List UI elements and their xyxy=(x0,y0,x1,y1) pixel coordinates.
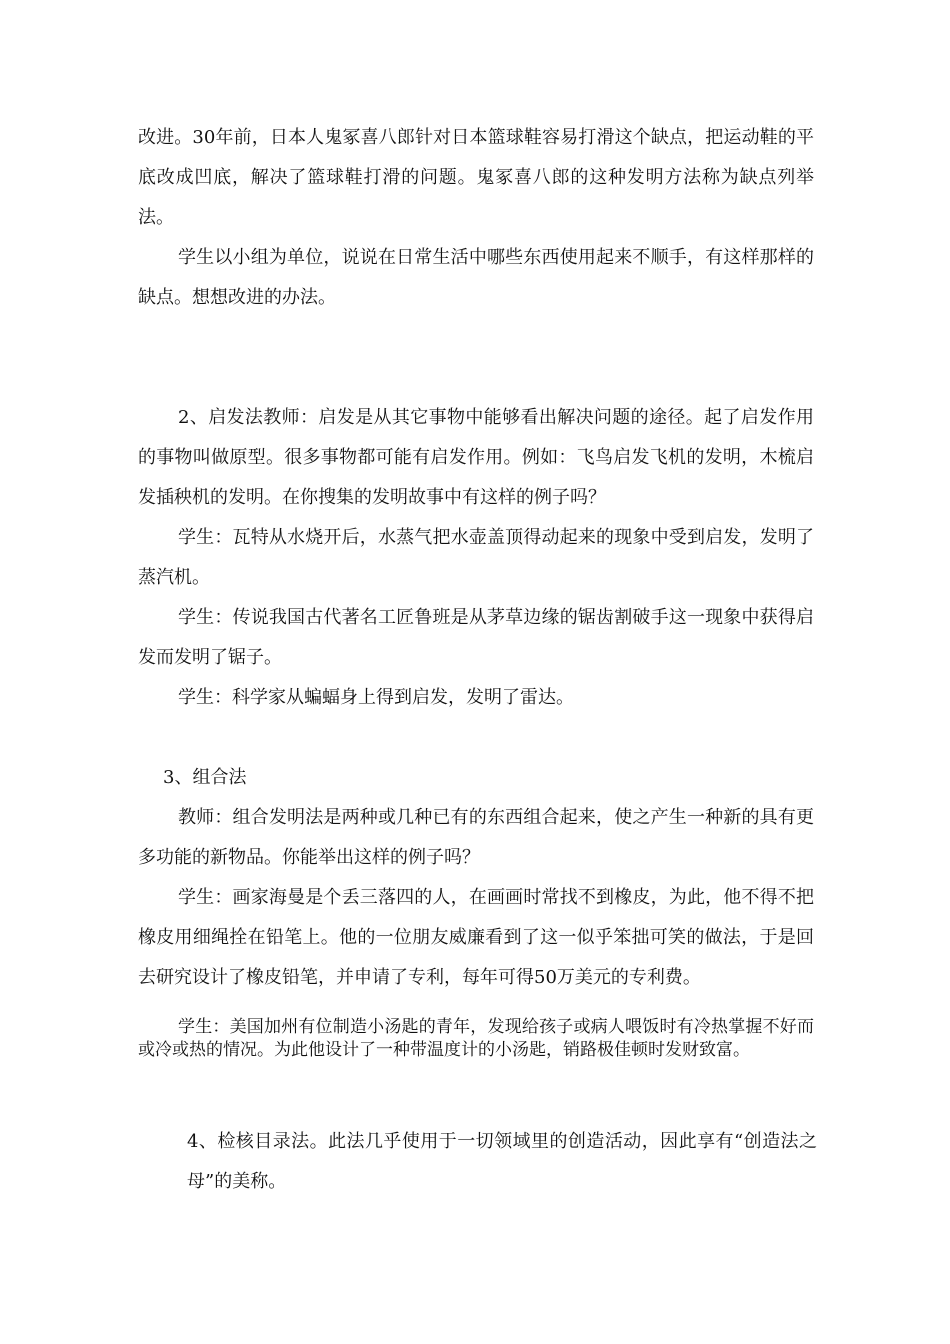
paragraph-student-activity: 学生以小组为单位，说说在日常生活中哪些东西使用起来不顺手，有这样那样的缺点。想想改进的办法。 xyxy=(138,247,814,308)
paragraph-pencil-example: 学生：画家海曼是个丢三落四的人，在画画时常找不到橡皮，为此，他不得不把橡皮用细绳拴在铅笔上。他的一位朋友威廉看到了这一似乎笨拙可笑的做法，于是回去研究设计了橡皮铅笔，并申请了专利，每年可得50万美元的专利费。 xyxy=(138,887,814,988)
paragraph-combination-method: 教师：组合发明法是两种或几种已有的东西组合起来，使之产生一种新的具有更多功能的新物品。你能举出这样的例子吗？ xyxy=(138,807,814,868)
heading-combination-method: 3、组合法 xyxy=(163,767,247,788)
paragraph-defect-listing: 改进。30年前，日本人鬼冢喜八郎针对日本篮球鞋容易打滑这个缺点，把运动鞋的平底改成凹底，解决了篮球鞋打滑的问题。鬼冢喜八郎的这种发明方法称为缺点列举法。 xyxy=(138,127,814,228)
paragraph-checklist-method: 4、检核目录法。此法几乎使用于一切领域里的创造活动，因此享有“创造法之母”的美称。 xyxy=(187,1131,817,1192)
paragraph-watt-example: 学生：瓦特从水烧开后，水蒸气把水壶盖顶得动起来的现象中受到启发，发明了蒸汽机。 xyxy=(138,527,814,588)
paragraph-bat-example: 学生：科学家从蝙蝠身上得到启发，发明了雷达。 xyxy=(178,687,574,708)
paragraph-luban-example: 学生：传说我国古代著名工匠鲁班是从茅草边缘的锯齿割破手这一现象中获得启发而发明了锯子。 xyxy=(138,607,814,668)
paragraph-inspiration-method: 2、启发法教师：启发是从其它事物中能够看出解决问题的途径。起了启发作用的事物叫做原型。很多事物都可能有启发作用。例如：飞鸟启发飞机的发明，木梳启发插秧机的发明。在你搜集的发明故事中有这样的例子吗？ xyxy=(138,407,814,508)
paragraph-spoon-example: 学生：美国加州有位制造小汤匙的青年，发现给孩子或病人喂饭时有冷热掌握不好而或冷或热的情况。为此他设计了一种带温度计的小汤匙，销路极佳顿时发财致富。 xyxy=(138,1017,814,1060)
